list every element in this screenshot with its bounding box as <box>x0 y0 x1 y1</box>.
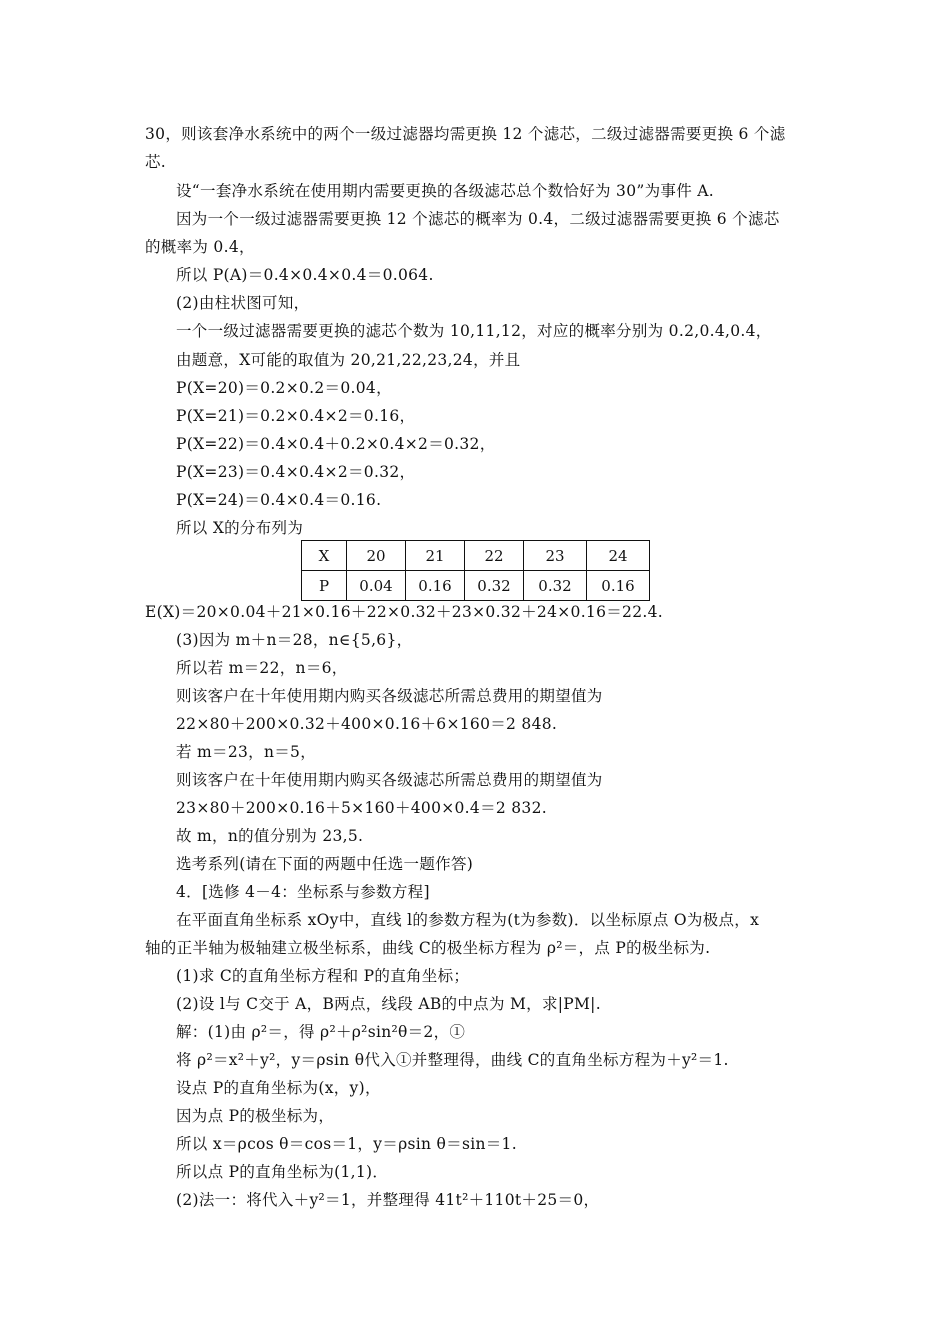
text-line: P(X=21)＝0.2×0.4×2＝0.16， <box>176 407 416 425</box>
text-line: 的概率为 0.4， <box>145 238 255 256</box>
table-cell: 0.04 <box>347 571 406 601</box>
text-line: P(X=23)＝0.4×0.4×2＝0.32， <box>176 463 416 481</box>
table-cell: 0.16 <box>587 571 650 601</box>
text-line: 22×80＋200×0.32＋400×0.16＋6×160＝2 848. <box>176 715 558 733</box>
text-line: 30，则该套净水系统中的两个一级过滤器均需更换 12 个滤芯，二级过滤器需要更换 6 个滤 <box>145 125 786 143</box>
text-line: 则该客户在十年使用期内购买各级滤芯所需总费用的期望值为 <box>176 687 603 705</box>
table-row <box>302 571 650 601</box>
text-line: 所以 x＝ρcos θ＝cos＝1，y＝ρsin θ＝sin＝1. <box>176 1135 517 1153</box>
table-cell: 23 <box>524 541 587 571</box>
table-cell: 24 <box>587 541 650 571</box>
text-line: 故 m，n的值分别为 23,5. <box>176 827 364 845</box>
text-line: 因为一个一级过滤器需要更换 12 个滤芯的概率为 0.4，二级过滤器需要更换 6 个滤芯 <box>176 210 780 228</box>
table-cell: 0.32 <box>524 571 587 601</box>
text-line: 由题意，X可能的取值为 20,21,22,23,24，并且 <box>176 351 521 369</box>
text-line: 将 ρ²＝x²＋y²，y＝ρsin θ代入①并整理得，曲线 C的直角坐标方程为＋y²＝1. <box>176 1051 729 1069</box>
text-line: 23×80＋200×0.16＋5×160＋400×0.4＝2 832. <box>176 799 547 817</box>
table-header-x: X <box>302 541 347 571</box>
text-line: (1)求 C的直角坐标方程和 P的直角坐标； <box>176 967 470 985</box>
table-row <box>302 541 650 571</box>
text-line: (2)设 l与 C交于 A，B两点，线段 AB的中点为 M，求|PM|. <box>176 995 601 1013</box>
text-line: 因为点 P的极坐标为， <box>176 1107 335 1125</box>
text-line: 轴的正半轴为极轴建立极坐标系，曲线 C的极坐标方程为 ρ²＝，点 P的极坐标为. <box>145 939 711 957</box>
table-cell: 0.16 <box>406 571 465 601</box>
text-line: E(X)＝20×0.04＋21×0.16＋22×0.32＋23×0.32＋24×0.16＝22.4. <box>145 603 663 621</box>
text-line: 设“一套净水系统在使用期内需要更换的各级滤芯总个数恰好为 30”为事件 A. <box>176 182 714 200</box>
text-line: 芯. <box>145 153 167 171</box>
text-line: 则该客户在十年使用期内购买各级滤芯所需总费用的期望值为 <box>176 771 603 789</box>
text-line: 4．[选修 4－4：坐标系与参数方程] <box>176 883 430 901</box>
table-cell: 20 <box>347 541 406 571</box>
text-line: (3)因为 m＋n＝28，n∈{5,6}， <box>176 631 413 649</box>
text-line: 设点 P的直角坐标为(x，y)， <box>176 1079 381 1097</box>
table-cell: 22 <box>465 541 524 571</box>
text-line: 选考系列(请在下面的两题中任选一题作答) <box>176 855 474 873</box>
text-line: (2)由柱状图可知， <box>176 294 310 312</box>
text-line: 所以点 P的直角坐标为(1,1)． <box>176 1163 389 1181</box>
text-line: 若 m＝23，n＝5， <box>176 743 316 761</box>
text-line: 一个一级过滤器需要更换的滤芯个数为 10,11,12，对应的概率分别为 0.2,0.4,0.4， <box>176 322 772 340</box>
text-line: 在平面直角坐标系 xOy中，直线 l的参数方程为(t为参数)．以坐标原点 O为极点，x <box>176 911 760 929</box>
table-cell: 21 <box>406 541 465 571</box>
text-line: P(X=22)＝0.4×0.4＋0.2×0.4×2＝0.32， <box>176 435 496 453</box>
text-line: 解：(1)由 ρ²＝，得 ρ²＋ρ²sin²θ＝2，① <box>176 1023 466 1041</box>
text-line: 所以 P(A)＝0.4×0.4×0.4＝0.064. <box>176 266 434 284</box>
text-line: (2)法一：将代入＋y²＝1，并整理得 41t²＋110t＋25＝0， <box>176 1191 600 1209</box>
text-line: P(X=20)＝0.2×0.2＝0.04， <box>176 379 392 397</box>
table-cell: 0.32 <box>465 571 524 601</box>
text-line: P(X=24)＝0.4×0.4＝0.16. <box>176 491 382 509</box>
distribution-table <box>301 540 650 601</box>
text-line: 所以 X的分布列为 <box>176 519 304 537</box>
table-header-p: P <box>302 571 347 601</box>
text-line: 所以若 m＝22，n＝6， <box>176 659 348 677</box>
